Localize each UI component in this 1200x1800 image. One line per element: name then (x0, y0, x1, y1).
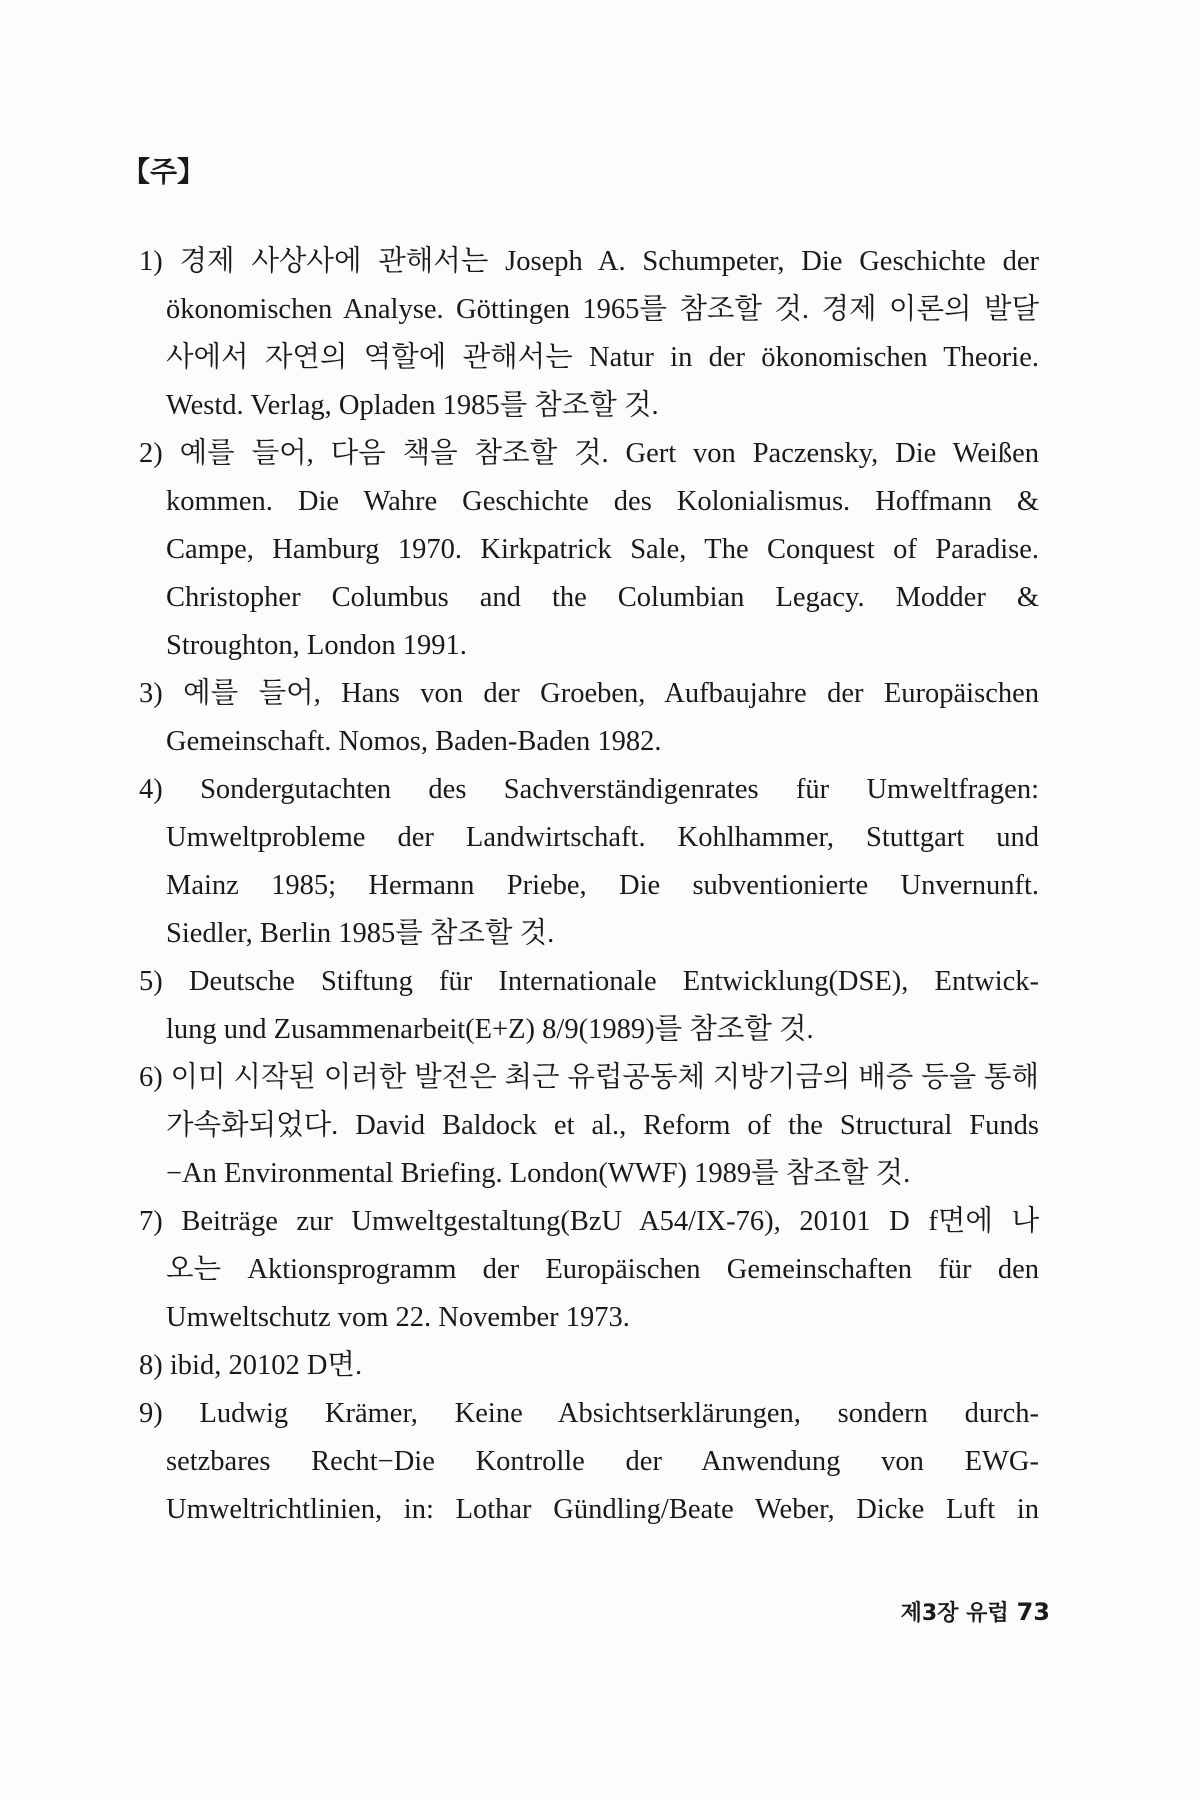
footnote-item (139, 238, 1039, 430)
footnote-line: 8) ibid, 20102 D면. (139, 1350, 363, 1381)
footnote-line: −An Environmental Briefing. London(WWF) 1989를 참조할 것. (166, 1158, 911, 1189)
footnote-line: Umweltrichtlinien, in: Lothar Gündling/Beate Weber, Dicke Luft in (166, 1494, 1039, 1525)
footnote-item (139, 958, 1039, 1054)
footnotes-list (139, 238, 1039, 1534)
footnote-line: 9) Ludwig Krämer, Keine Absichtserklärungen, sondern durch- (139, 1398, 1039, 1429)
footnote-line: 7) Beiträge zur Umweltgestaltung(BzU A54/IX-76), 20101 D f면에 나 (139, 1206, 1039, 1237)
footnote-line: 4) Sondergutachten des Sachverständigenrates für Umweltfragen: (139, 774, 1039, 805)
footnote-line: 가속화되었다. David Baldock et al., Reform of the Structural Funds (166, 1110, 1039, 1141)
footnote-line: Gemeinschaft. Nomos, Baden-Baden 1982. (166, 726, 662, 757)
footnote-item (139, 1054, 1039, 1198)
footnote-item (139, 766, 1039, 958)
footnote-line: 1) 경제 사상사에 관해서는 Joseph A. Schumpeter, Die Geschichte der (139, 246, 1039, 277)
footnote-item (139, 1342, 1039, 1390)
footnote-line: Umweltprobleme der Landwirtschaft. Kohlhammer, Stuttgart und (166, 822, 1039, 853)
chapter-label: 제3장 유럽 (900, 1601, 1009, 1626)
footnote-item (139, 1198, 1039, 1342)
notes-heading: 【주】 (122, 155, 206, 188)
footnote-line: Christopher Columbus and the Columbian Legacy. Modder & (166, 582, 1039, 613)
footnote-line: Stroughton, London 1991. (166, 630, 467, 661)
footnote-line: Mainz 1985; Hermann Priebe, Die subventionierte Unvernunft. (166, 870, 1039, 901)
footnote-item (139, 1390, 1039, 1534)
footnote-line: 3) 예를 들어, Hans von der Groeben, Aufbaujahre der Europäischen (139, 678, 1039, 709)
footnote-line: setzbares Recht−Die Kontrolle der Anwendung von EWG- (166, 1446, 1039, 1477)
footnote-line: 오는 Aktionsprogramm der Europäischen Gemeinschaften für den (166, 1254, 1039, 1285)
footnote-line: 사에서 자연의 역할에 관해서는 Natur in der ökonomischen Theorie. (166, 342, 1039, 373)
footnote-line: 5) Deutsche Stiftung für Internationale Entwicklung(DSE), Entwick- (139, 966, 1039, 997)
page-number: 73 (1016, 1598, 1050, 1626)
footnote-line: 2) 예를 들어, 다음 책을 참조할 것. Gert von Paczensky, Die Weißen (139, 438, 1039, 469)
footnote-line: ökonomischen Analyse. Göttingen 1965를 참조할 것. 경제 이론의 발달 (166, 294, 1039, 325)
footnote-item (139, 670, 1039, 766)
footnote-line: lung und Zusammenarbeit(E+Z) 8/9(1989)를 참조할 것. (166, 1014, 814, 1045)
footnote-item (139, 430, 1039, 670)
footnote-line: Campe, Hamburg 1970. Kirkpatrick Sale, The Conquest of Paradise. (166, 534, 1039, 565)
footnote-line: 6) 이미 시작된 이러한 발전은 최근 유럽공동체 지방기금의 배증 등을 통해 (139, 1062, 1039, 1093)
page-footer (901, 1596, 1050, 1627)
footnote-line: kommen. Die Wahre Geschichte des Kolonialismus. Hoffmann & (166, 486, 1039, 517)
footnote-line: Umweltschutz vom 22. November 1973. (166, 1302, 630, 1333)
footnote-line: Westd. Verlag, Opladen 1985를 참조할 것. (166, 390, 659, 421)
footnote-line: Siedler, Berlin 1985를 참조할 것. (166, 918, 555, 949)
